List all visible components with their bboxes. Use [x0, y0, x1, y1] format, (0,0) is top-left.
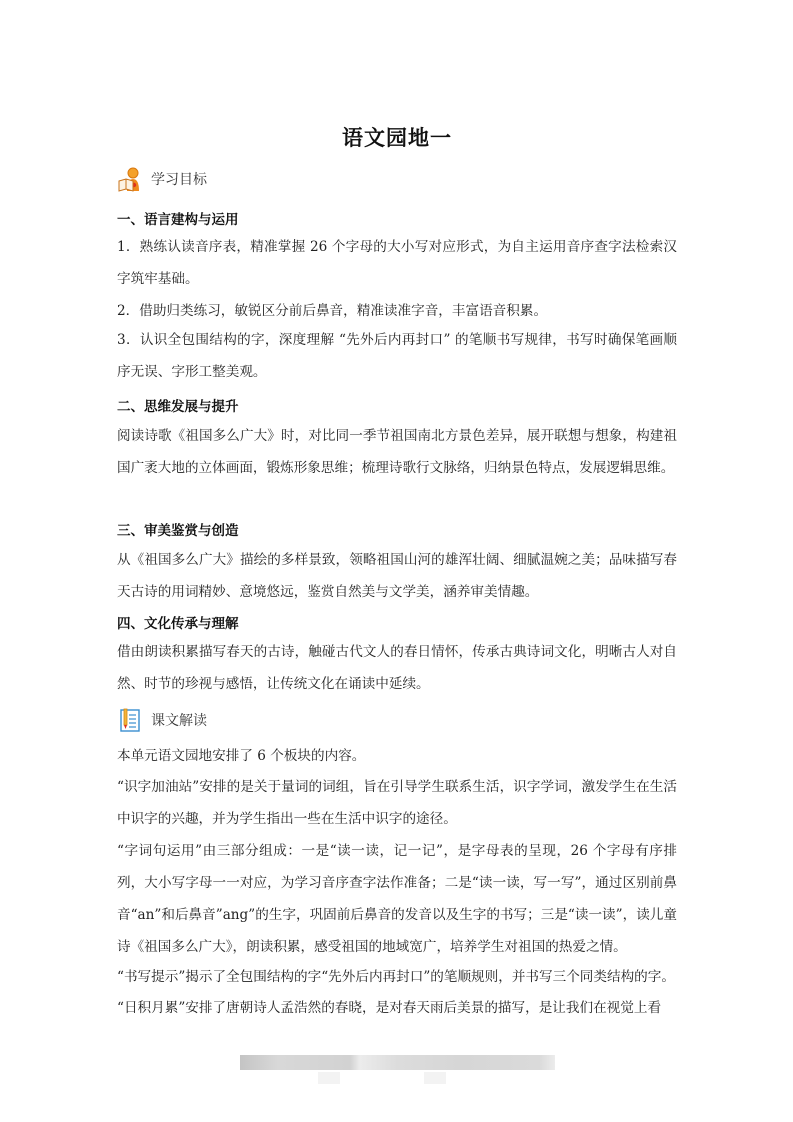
- paragraph: 1．熟练认读音序表，精准掌握 26 个字母的大小写对应形式，为自主运用音序查字法检索汉字筑牢基础。: [117, 239, 677, 287]
- page-title: 语文园地一: [342, 126, 452, 150]
- paragraph: 阅读诗歌《祖国多么广大》时，对比同一季节祖国南北方景色差异，展开联想与想象，构建祖国广袤大地的立体画面，锻炼形象思维；梳理诗歌行文脉络，归纳景色特点，发展逻辑思维。: [117, 428, 677, 476]
- blurred-footer-mark: [424, 1072, 446, 1084]
- paragraph: “书写提示”揭示了全包围结构的字“先外后内再封口”的笔顺规则，并书写三个同类结构的字。: [117, 969, 675, 985]
- paragraph: “识字加油站”安排的是关于量词的词组，旨在引导学生联系生活，识字学词，激发学生在生活中识字的兴趣，并为学生指出一些在生活中识字的途径。: [117, 779, 677, 827]
- paragraph: “字词句运用”由三部分组成：一是“读一读，记一记”，是字母表的呈现，26 个字母有序排列，大小写字母一一对应，为学习音序查字法作准备；二是“读一读，写一写”，通过区别前鼻音“an”和后鼻音”ang”的生字，巩固前后鼻音的发音以及生字的书写；三是“读一读”，读儿童诗《祖国多么广大》，朗读积累，感受祖国的地域宽广，培养学生对祖国的热爱之情。: [117, 843, 677, 955]
- paragraph: 3．认识全包围结构的字，深度理解 “先外后内再封口” 的笔顺书写规律，书写时确保笔画顺序无误、字形工整美观。: [117, 332, 677, 380]
- blurred-footer-mark: [318, 1072, 340, 1084]
- paragraph: “日积月累”安排了唐朝诗人孟浩然的春晓，是对春天雨后美景的描写，是让我们在视觉上看: [117, 1000, 662, 1016]
- section-header-text-interpretation: [117, 706, 207, 734]
- subsection-heading: 四、文化传承与理解: [117, 616, 239, 632]
- paragraph: 2．借助归类练习，敏锐区分前后鼻音，精准读准字音，丰富语音积累。: [117, 303, 548, 319]
- section-label: 学习目标: [151, 172, 207, 188]
- subsection-heading: 一、语言建构与运用: [117, 212, 239, 228]
- subsection-heading: 三、审美鉴赏与创造: [117, 523, 239, 539]
- blurred-footer-watermark: [240, 1055, 555, 1070]
- section-label: 课文解读: [151, 713, 207, 729]
- notebook-pencil-icon: [117, 707, 143, 733]
- section-header-learning-goals: [117, 165, 207, 193]
- paragraph: 本单元语文园地安排了 6 个板块的内容。: [117, 748, 366, 764]
- subsection-heading: 二、思维发展与提升: [117, 399, 239, 415]
- paragraph: 从《祖国多么广大》描绘的多样景致，领略祖国山河的雄浑壮阔、细腻温婉之美；品味描写春天古诗的用词精妙、意境悠远，鉴赏自然美与文学美，涵养审美情趣。: [117, 552, 677, 600]
- paragraph: 借由朗读积累描写春天的古诗，触碰古代文人的春日情怀，传承古典诗词文化，明晰古人对自然、时节的珍视与感悟，让传统文化在诵读中延续。: [117, 644, 677, 692]
- reading-person-icon: [117, 166, 143, 192]
